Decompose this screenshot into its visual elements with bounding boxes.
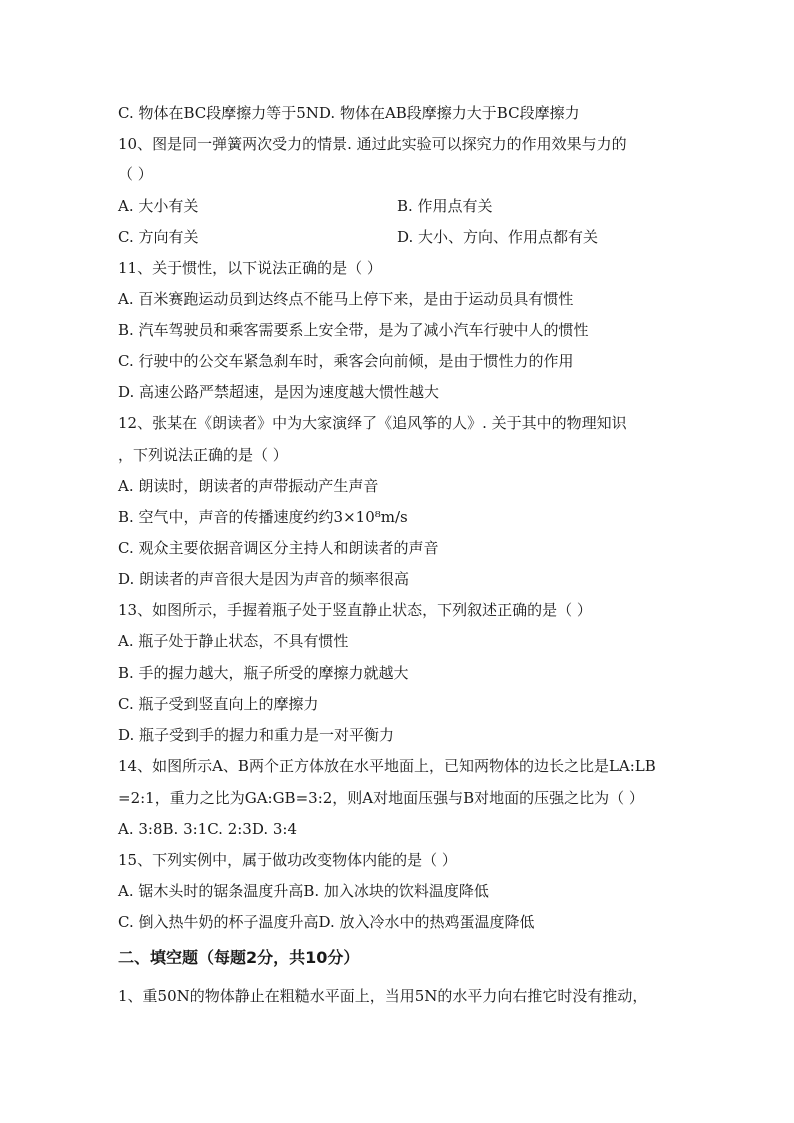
q9-option-c-d: C. 物体在BC段摩擦力等于5ND. 物体在AB段摩擦力大于BC段摩擦力 bbox=[118, 104, 580, 122]
q13-option-b: B. 手的握力越大，瓶子所受的摩擦力就越大 bbox=[118, 664, 409, 682]
q15-options-cd: C. 倒入热牛奶的杯子温度升高D. 放入冷水中的热鸡蛋温度降低 bbox=[118, 913, 535, 931]
q14-stem-cont: =2:1，重力之比为GA:GB=3:2，则A对地面压强与B对地面的压强之比为（ ） bbox=[118, 789, 644, 807]
q10-stem: 10、图是同一弹簧两次受力的情景. 通过此实验可以探究力的作用效果与力的 bbox=[118, 135, 627, 153]
q13-option-c: C. 瓶子受到竖直向上的摩擦力 bbox=[118, 695, 319, 713]
q10-option-c: C. 方向有关 bbox=[118, 228, 199, 246]
q12-option-b: B. 空气中，声音的传播速度约约3×10⁸m/s bbox=[118, 508, 408, 526]
q13-option-a: A. 瓶子处于静止状态，不具有惯性 bbox=[118, 632, 349, 650]
q11-option-b: B. 汽车驾驶员和乘客需要系上安全带，是为了减小汽车行驶中人的惯性 bbox=[118, 321, 589, 339]
q12-stem: 12、张某在《朗读者》中为大家演绎了《追风筝的人》. 关于其中的物理知识 bbox=[118, 414, 627, 432]
q15-options-ab: A. 锯木头时的锯条温度升高B. 加入冰块的饮料温度降低 bbox=[118, 882, 489, 900]
q10-option-a: A. 大小有关 bbox=[118, 197, 199, 215]
q11-stem: 11、关于惯性，以下说法正确的是（ ） bbox=[118, 259, 382, 277]
q14-options: A. 3:8B. 3:1C. 2:3D. 3:4 bbox=[118, 820, 297, 838]
section-heading: 二、填空题（每题2分，共10分） bbox=[118, 948, 360, 967]
q10-option-d: D. 大小、方向、作用点都有关 bbox=[397, 228, 599, 246]
q11-option-d: D. 高速公路严禁超速，是因为速度越大惯性越大 bbox=[118, 383, 440, 401]
q12-option-c: C. 观众主要依据音调区分主持人和朗读者的声音 bbox=[118, 539, 439, 557]
q11-option-a: A. 百米赛跑运动员到达终点不能马上停下来，是由于运动员具有惯性 bbox=[118, 290, 574, 308]
fill-q1-stem: 1、重50N的物体静止在粗糙水平面上，当用5N的水平力向右推它时没有推动， bbox=[118, 987, 648, 1005]
q10-option-b: B. 作用点有关 bbox=[397, 197, 493, 215]
q14-stem: 14、如图所示A、B两个正方体放在水平地面上，已知两物体的边长之比是LA:LB bbox=[118, 757, 656, 775]
q12-stem-cont: ，下列说法正确的是（ ） bbox=[118, 446, 288, 464]
q15-stem: 15、下列实例中，属于做功改变物体内能的是（ ） bbox=[118, 851, 457, 869]
q13-stem: 13、如图所示，手握着瓶子处于竖直静止状态，下列叙述正确的是（ ） bbox=[118, 601, 592, 619]
q10-stem-cont: （ ） bbox=[118, 165, 153, 183]
q12-option-a: A. 朗读时，朗读者的声带振动产生声音 bbox=[118, 477, 379, 495]
q12-option-d: D. 朗读者的声音很大是因为声音的频率很高 bbox=[118, 570, 410, 588]
q11-option-c: C. 行驶中的公交车紧急刹车时，乘客会向前倾，是由于惯性力的作用 bbox=[118, 352, 574, 370]
q13-option-d: D. 瓶子受到手的握力和重力是一对平衡力 bbox=[118, 726, 395, 744]
